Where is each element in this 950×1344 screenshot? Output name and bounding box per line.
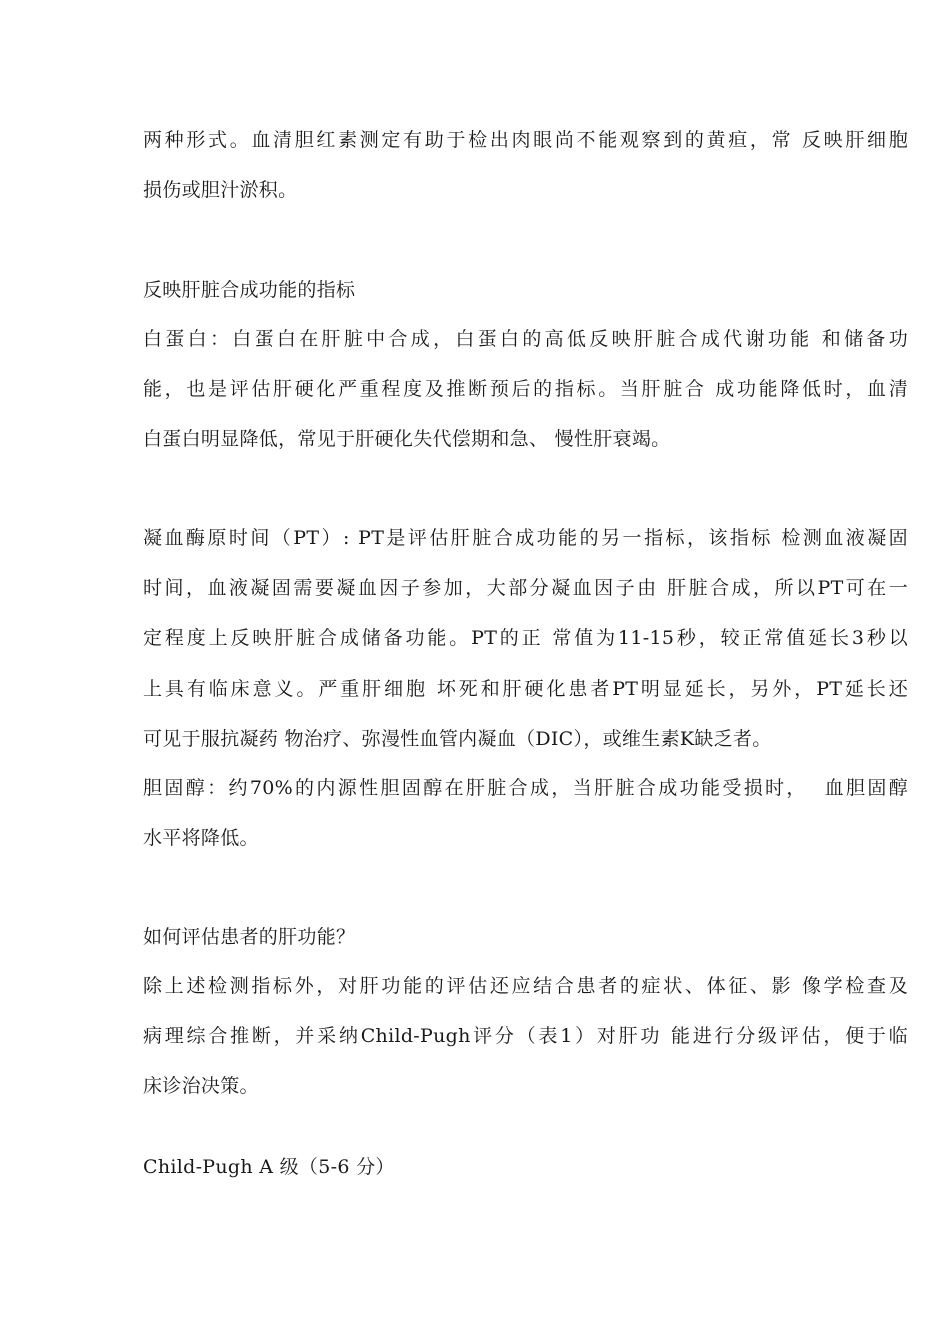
intro-line-1: 两种形式。血清胆红素测定有助于检出肉眼尚不能观察到的黄疸，常 反映肝细胞 <box>143 129 908 151</box>
pt-line-1: 凝血酶原时间（PT）: PT是评估肝脏合成功能的另一指标，该指标 检测血液凝固 <box>143 527 908 549</box>
assessment-heading: 如何评估患者的肝功能？ <box>143 926 356 948</box>
pt-line-5: 可见于服抗凝药 物治疗、弥漫性血管内凝血（DIC），或维生素K缺乏者。 <box>143 728 772 750</box>
assessment-line-2: 病理综合推断，并采纳Child-Pugh评分（表1）对肝功 能进行分级评估，便于临 <box>143 1025 908 1047</box>
intro-line-2: 损伤或胆汁淤积。 <box>143 179 298 201</box>
albumin-line-3: 白蛋白明显降低，常见于肝硬化失代偿期和急、 慢性肝衰竭。 <box>143 428 671 450</box>
pt-line-4: 上具有临床意义。严重肝细胞 坏死和肝硬化患者PT明显延长，另外，PT延长还 <box>143 678 908 700</box>
cholesterol-line-2: 水平将降低。 <box>143 827 259 849</box>
assessment-line-1: 除上述检测指标外，对肝功能的评估还应结合患者的症状、体征、影 像学检查及 <box>143 975 908 997</box>
pt-line-3: 定程度上反映肝脏合成储备功能。PT的正 常值为11-15秒，较正常值延长3秒以 <box>143 627 908 649</box>
pt-line-2: 时间，血液凝固需要凝血因子参加，大部分凝血因子由 肝脏合成，所以PT可在一 <box>143 577 908 599</box>
cholesterol-line-1: 胆固醇：约70%的内源性胆固醇在肝脏合成，当肝脏合成功能受损时， 血胆固醇 <box>143 777 908 799</box>
synthesis-heading: 反映肝脏合成功能的指标 <box>143 279 356 301</box>
albumin-line-2: 能，也是评估肝硬化严重程度及推断预后的指标。当肝脏合 成功能降低时，血清 <box>143 378 908 400</box>
assessment-line-3: 床诊治决策。 <box>143 1075 259 1097</box>
grade-a-heading: Child-Pugh A 级（5-6 分） <box>143 1156 395 1178</box>
albumin-line-1: 白蛋白：白蛋白在肝脏中合成，白蛋白的高低反映肝脏合成代谢功能 和储备功 <box>143 328 908 350</box>
